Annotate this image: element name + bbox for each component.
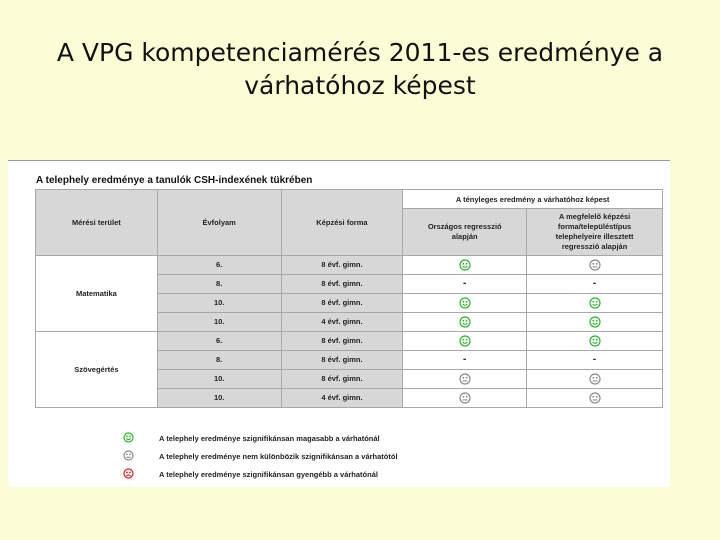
cell-site <box>527 389 663 408</box>
neutral-face-icon <box>589 259 601 271</box>
cell-area: Szövegértés <box>36 332 158 408</box>
happy-face-icon <box>589 297 601 309</box>
cell-grade: 10. <box>157 370 281 389</box>
header-site-line-4: regresszió alapján <box>561 242 628 251</box>
cell-national <box>403 332 527 351</box>
legend-icon <box>123 432 134 445</box>
neutral-face-icon <box>459 373 471 385</box>
happy-face-icon <box>459 259 471 271</box>
cell-grade: 10. <box>157 313 281 332</box>
neutral-face-icon <box>123 450 134 461</box>
cell-form: 4 évf. gimn. <box>281 389 403 408</box>
cell-grade: 10. <box>157 389 281 408</box>
neutral-face-icon <box>589 373 601 385</box>
cell-form: 8 évf. gimn. <box>281 370 403 389</box>
cell-site <box>527 294 663 313</box>
cell-form: 4 évf. gimn. <box>281 313 403 332</box>
legend-text: A telephely eredménye nem különbözik szignifikánsan a várhatótól <box>159 452 398 461</box>
header-form: Képzési forma <box>281 190 403 256</box>
legend-icon <box>123 468 134 481</box>
dash-symbol: - <box>592 278 597 289</box>
header-national-line-2: alapján <box>451 232 478 241</box>
happy-face-icon <box>459 297 471 309</box>
cell-national <box>403 351 527 370</box>
cell-national <box>403 294 527 313</box>
legend-item <box>8 467 668 485</box>
results-panel <box>8 160 670 487</box>
cell-national <box>403 275 527 294</box>
cell-national <box>403 389 527 408</box>
cell-national <box>403 313 527 332</box>
header-national-line-1: Országos regresszió <box>427 222 502 231</box>
header-site-line-3: telephelyeire illesztett <box>555 232 634 241</box>
header-grade: Évfolyam <box>157 190 281 256</box>
cell-form: 8 évf. gimn. <box>281 332 403 351</box>
happy-face-icon <box>459 316 471 328</box>
happy-face-icon <box>589 335 601 347</box>
cell-site <box>527 332 663 351</box>
header-group: A tényleges eredmény a várhatóhoz képest <box>403 190 663 209</box>
table-row <box>36 332 663 351</box>
header-area: Mérési terület <box>36 190 158 256</box>
cell-grade: 6. <box>157 256 281 275</box>
legend-item <box>8 449 668 467</box>
neutral-face-icon <box>589 392 601 404</box>
header-site <box>527 209 663 256</box>
table-row <box>36 256 663 275</box>
slide-title-line-2: várhatóhoz képest <box>244 71 476 100</box>
sad-face-icon <box>123 468 134 479</box>
legend-item <box>8 431 668 449</box>
cell-site <box>527 256 663 275</box>
cell-site <box>527 313 663 332</box>
cell-grade: 6. <box>157 332 281 351</box>
happy-face-icon <box>459 335 471 347</box>
table-body <box>36 256 663 408</box>
slide-title <box>40 36 680 102</box>
cell-form: 8 évf. gimn. <box>281 351 403 370</box>
dash-symbol: - <box>463 278 467 289</box>
neutral-face-icon <box>459 392 471 404</box>
dash-symbol: - <box>592 354 597 365</box>
cell-site <box>527 275 663 294</box>
cell-area: Matematika <box>36 256 158 332</box>
header-site-line-2: forma/településtípus <box>557 222 632 231</box>
panel-heading: A telephely eredménye a tanulók CSH-indexének tükrében <box>36 175 313 186</box>
legend-icon <box>123 450 134 463</box>
legend-text: A telephely eredménye szignifikánsan magasabb a várhatónál <box>159 434 380 443</box>
results-table <box>35 189 663 408</box>
cell-form: 8 évf. gimn. <box>281 256 403 275</box>
cell-national <box>403 256 527 275</box>
dash-symbol: - <box>463 354 467 365</box>
happy-face-icon <box>123 432 134 443</box>
happy-face-icon <box>589 316 601 328</box>
header-national <box>403 209 527 256</box>
legend-text: A telephely eredménye szignifikánsan gyengébb a várhatónál <box>159 470 378 479</box>
cell-grade: 8. <box>157 351 281 370</box>
cell-national <box>403 370 527 389</box>
cell-site <box>527 370 663 389</box>
cell-site <box>527 351 663 370</box>
cell-grade: 10. <box>157 294 281 313</box>
slide-title-line-1: A VPG kompetenciamérés 2011-es eredménye a <box>56 38 664 67</box>
cell-form: 8 évf. gimn. <box>281 294 403 313</box>
header-site-line-1: A megfelelő képzési <box>558 212 631 221</box>
cell-grade: 8. <box>157 275 281 294</box>
cell-form: 8 évf. gimn. <box>281 275 403 294</box>
